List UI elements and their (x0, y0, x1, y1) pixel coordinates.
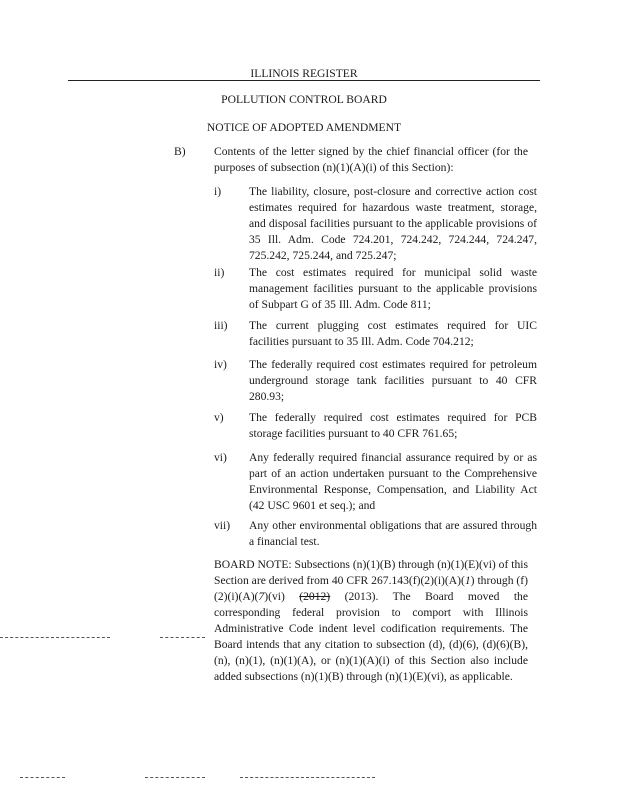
scan-artifact-dash (0, 637, 110, 638)
item-ii-marker: ii) (214, 266, 225, 279)
board-note-struck-year: (2012) (299, 590, 331, 603)
scan-artifact-dash (20, 777, 65, 778)
notice-title: NOTICE OF ADOPTED AMENDMENT (206, 121, 402, 134)
item-v-text: The federally required cost estimates required for PCB storage facilities pursuant to 40 CFR 761.65; (249, 411, 537, 440)
board-note-part2: ) through (f)(2)(i)(A)( (214, 574, 528, 603)
item-iii-text: The current plugging cost estimates required for UIC facilities pursuant to 35 Ill. Adm. Code 704.212; (249, 319, 537, 348)
section-b-text: Contents of the letter signed by the chief financial officer (for the purposes of subsection (n)(1)(A)(i) of this Section): (214, 145, 528, 174)
board-note-part4: (2013). The Board moved the corresponding federal provision to comport with Illinois Administrative Code indent level codification requirements. The Board intends that any citation to subsection (d), (d)(6), (d)(6)(B), (n), (n)(1), (n)(1)(A), or (n)(1)(A)(i) of this Section also include added subsections (n)(1)(B) through (n)(1)(E)(vi), as applicable. (214, 590, 528, 683)
item-ii-text: The cost estimates required for municipal solid waste management facilities pursuant to the applicable provisions of Subpart G of 35 Ill. Adm. Code 811; (249, 266, 537, 311)
item-v-marker: v) (214, 411, 224, 424)
board-note-part1: BOARD NOTE: Subsections (n)(1)(B) through (n)(1)(E)(vi) of this Section are derived from 40 CFR 267.143(f)(2)(i)(A)( (214, 558, 528, 587)
item-i-text: The liability, closure, post-closure and corrective action cost estimates required for hazardous waste treatment, storage, and disposal facilities pursuant to the applicable provisions of 35 Ill. Adm. Code 724.201, 724.242, 724.244, 724.247, 725.242, 725.244, and 725.247; (249, 185, 537, 262)
board-note (214, 557, 528, 685)
item-vi-marker: vi) (214, 451, 227, 464)
register-title: ILLINOIS REGISTER (250, 67, 358, 80)
board-note-part3: )(vi) (264, 590, 300, 603)
item-vii-text: Any other environmental obligations that are assured through a financial test. (249, 519, 537, 548)
scan-artifact-dash (240, 777, 375, 778)
scan-artifact-dash (145, 777, 205, 778)
item-iii-marker: iii) (214, 319, 228, 332)
board-note-italic2: 7 (258, 590, 265, 603)
item-vi-text: Any federally required financial assurance required by or as part of an action undertaken pursuant to the Comprehensive Environmental Response, Compensation, and Liability Act (42 USC 9601 et seq.); and (249, 451, 537, 512)
item-vii-marker: vii) (214, 519, 231, 532)
item-iv-marker: iv) (214, 358, 227, 371)
board-note-italic1: 1 (464, 574, 471, 587)
scan-artifact-dash (160, 637, 205, 638)
item-iv-text: The federally required cost estimates required for petroleum underground storage tank facilities pursuant to 40 CFR 280.93; (249, 358, 537, 403)
item-i-marker: i) (214, 185, 222, 198)
board-name: POLLUTION CONTROL BOARD (221, 93, 387, 106)
section-b-marker: B) (174, 145, 186, 158)
